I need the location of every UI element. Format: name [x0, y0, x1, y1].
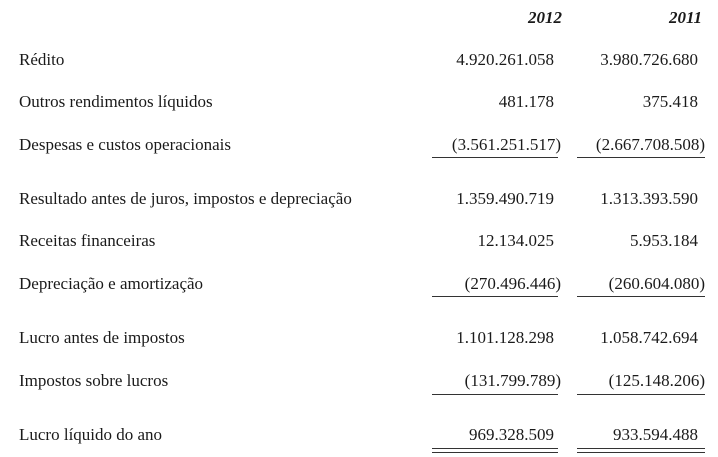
- value-2011: 375.418: [642, 92, 698, 111]
- value-2012: 4.920.261.058: [456, 50, 554, 69]
- subtotal-rule: [577, 394, 705, 395]
- subtotal-rule: [577, 296, 705, 297]
- value-2012: 1.359.490.719: [456, 189, 554, 208]
- value-2011: (125.148.206): [608, 371, 705, 390]
- value-2011: 933.594.488: [613, 425, 698, 444]
- subtotal-rule: [577, 157, 705, 158]
- row-label: Rédito: [19, 50, 65, 69]
- table-row: [0, 274, 718, 298]
- column-header-2012: 2012: [528, 8, 562, 27]
- value-2011: (2.667.708.508): [595, 135, 705, 154]
- row-label: Receitas financeiras: [19, 231, 156, 250]
- subtotal-rule: [432, 296, 558, 297]
- table-row: [0, 135, 718, 159]
- subtotal-rule: [432, 157, 558, 158]
- value-2011: 5.953.184: [630, 231, 698, 250]
- table-row: [0, 371, 718, 395]
- value-2011: (260.604.080): [608, 274, 705, 293]
- row-label: Outros rendimentos líquidos: [19, 92, 213, 111]
- total-double-rule: [432, 448, 558, 453]
- table-row: [0, 50, 718, 74]
- value-2012: 12.134.025: [477, 231, 554, 250]
- value-2011: 1.058.742.694: [600, 328, 698, 347]
- table-row: [0, 328, 718, 352]
- value-2012: (131.799.789): [464, 371, 561, 390]
- value-2012: 969.328.509: [469, 425, 554, 444]
- table-row: [0, 425, 718, 449]
- column-header-2011: 2011: [668, 8, 702, 27]
- value-2012: 481.178: [498, 92, 554, 111]
- value-2012: (3.561.251.517): [451, 135, 561, 154]
- value-2011: 1.313.393.590: [600, 189, 698, 208]
- row-label: Despesas e custos operacionais: [19, 135, 231, 154]
- row-label: Resultado antes de juros, impostos e depreciação: [19, 189, 352, 208]
- table-row: [0, 189, 718, 213]
- value-2012: 1.101.128.298: [456, 328, 554, 347]
- row-label: Impostos sobre lucros: [19, 371, 169, 390]
- table-row: [0, 231, 718, 255]
- row-label: Lucro antes de impostos: [19, 328, 185, 347]
- table-row: [0, 92, 718, 116]
- row-label: Lucro líquido do ano: [19, 425, 163, 444]
- value-2012: (270.496.446): [464, 274, 561, 293]
- row-label: Depreciação e amortização: [19, 274, 204, 293]
- total-double-rule: [577, 448, 705, 453]
- subtotal-rule: [432, 394, 558, 395]
- value-2011: 3.980.726.680: [600, 50, 698, 69]
